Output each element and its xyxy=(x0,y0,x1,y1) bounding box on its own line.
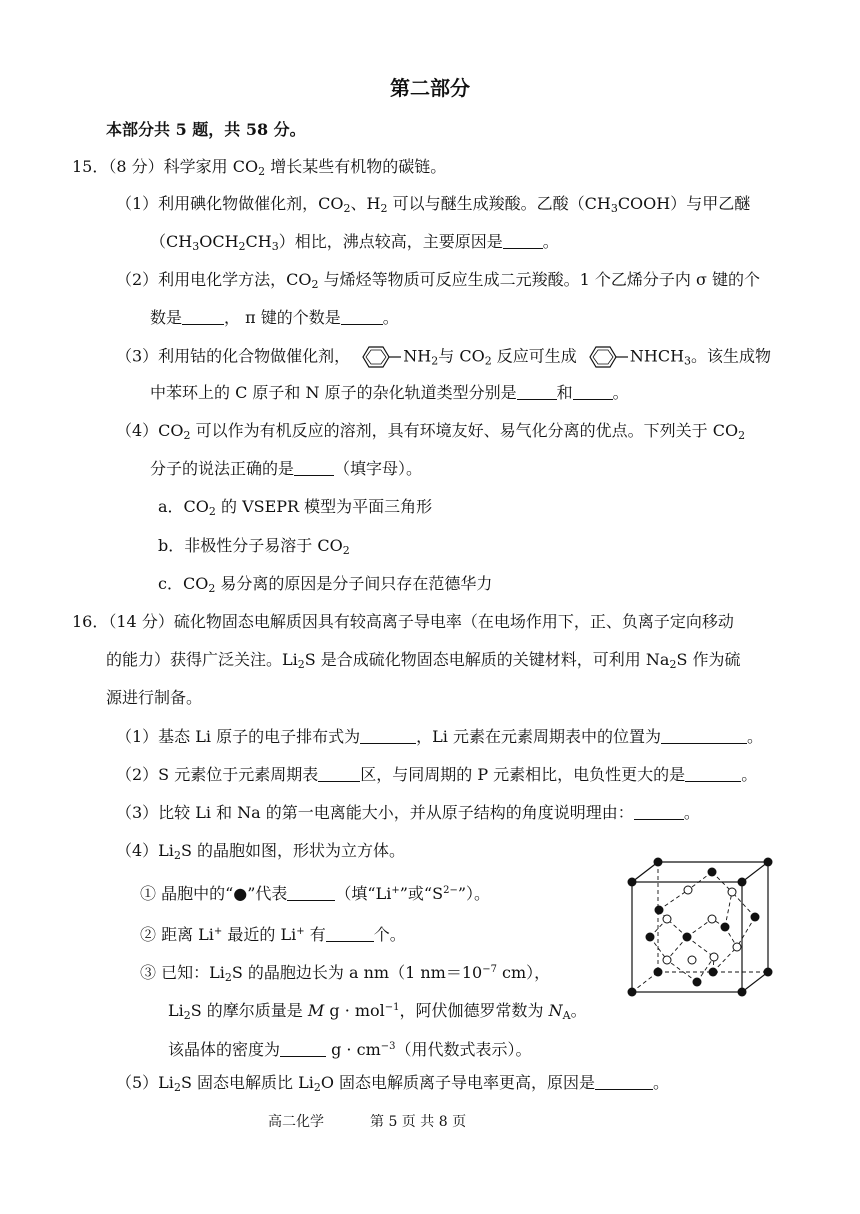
answer-blank xyxy=(685,767,741,782)
q15-part2-line1: （2）利用电化学方法，$CO_2$ 与烯烃等物质可反应生成二元羧酸。1 个乙烯分子内 σ 键的个 xyxy=(116,270,760,291)
answer-blank xyxy=(573,385,613,400)
answer-blank xyxy=(318,767,360,782)
answer-blank xyxy=(182,310,224,325)
q15-stem: 15．（8 分）科学家用 $CO_2$ 增长某些有机物的碳链。 xyxy=(72,157,447,178)
answer-blank xyxy=(326,927,374,942)
answer-blank xyxy=(360,729,416,744)
footer-subject: 高二化学 xyxy=(268,1114,324,1130)
answer-blank xyxy=(661,729,747,744)
q15-option-c: c．$CO_2$ 易分离的原因是分子间只存在范德华力 xyxy=(158,574,493,595)
q15-option-b: b．非极性分子易溶于 $CO_2$ xyxy=(158,536,350,557)
q15-part4-line1: $(4)CO_2$ 可以作为有机反应的溶剂，具有环境友好、易气化分离的优点。下列关于 $CO_2$ xyxy=(116,421,746,442)
answer-blank xyxy=(287,886,335,901)
q16-part5: $(5)Li_2S$ 固态电解质比 $Li_2O$ 固态电解质离子导电率更高，原因是 。 xyxy=(116,1073,670,1094)
q15-part3-line2: 中苯环上的 C 原子和 N 原子的杂化轨道类型分别是 和 。 xyxy=(150,383,629,402)
footer-page-number: 第 5 页 共 8 页 xyxy=(370,1114,467,1130)
answer-blank xyxy=(517,385,557,400)
section-title: 第二部分 xyxy=(390,76,470,100)
q15-part2-line2: 数是 ， π 键的个数是 。 xyxy=(150,308,399,327)
q16-part4-sub1: ① 晶胞中的“●”代表 （填“Li+”或“$S^{2-}$”）。 xyxy=(140,884,491,903)
q16-stem-line3: 源进行制备。 xyxy=(106,688,203,707)
benzene-ring-icon xyxy=(582,344,630,370)
q15-part1-line1: （1）利用碘化物做催化剂，$CO_2$、$H_2$ 可以与醚生成羧酸。乙酸$(CH_3COOH)$与甲乙醚 xyxy=(116,194,751,215)
hollow-atoms xyxy=(663,886,741,964)
li2s-unit-cell-diagram xyxy=(622,852,782,998)
answer-blank xyxy=(294,461,334,476)
q16-stem-line2: 的能力）获得广泛关注。$Li_2S$ 是合成硫化物固态电解质的关键材料，可利用 $Na_2S$ 作为硫 xyxy=(106,650,741,671)
q16-part4-sub2: ② 距离 Li+ 最近的 Li+ 有 个。 xyxy=(140,925,406,944)
q16-part2: （2）S 元素位于元素周期表 区，与同周期的 P 元素相比，电负性更大的是 。 xyxy=(116,765,758,784)
q16-part3: （3）比较 Li 和 Na 的第一电离能大小，并从原子结构的角度说明理由： 。 xyxy=(116,803,700,822)
answer-blank xyxy=(634,805,684,820)
q16-part4-sub3-line1: ③ 已知：$Li_2S$ 的晶胞边长为 a nm（1 $nm=10^{-7}$ cm）， xyxy=(140,963,551,984)
answer-blank xyxy=(595,1075,653,1090)
benzene-ring-icon xyxy=(355,344,403,370)
q16-part1: （1）基态 Li 原子的电子排布式为 ，Li 元素在元素周期表中的位置为 。 xyxy=(116,727,763,746)
q15-part1-line2: $(CH_3OCH_2CH_3)$相比，沸点较高，主要原因是 。 xyxy=(150,232,559,253)
q15-part4-line2: 分子的说法正确的是 （填字母）。 xyxy=(150,459,423,478)
q15-part3-line1: （3）利用钴的化合物做催化剂， $NH_2$与 $CO_2$ 反应可生成 $NHCH_3$。该生成物 xyxy=(116,344,771,370)
q16-part4-sub3-line2: $Li_2S$ 的摩尔质量是 M g · mol$^{-1}$，阿伏伽德罗常数为 $N_A$。 xyxy=(168,1001,587,1022)
q15-option-a: a．$CO_2$ 的 VSEPR 模型为平面三角形 xyxy=(158,497,433,518)
answer-blank xyxy=(341,310,383,325)
q16-stem-line1: 16．（14 分）硫化物固态电解质因具有较高离子导电率（在电场作用下，正、负离子定向移动 xyxy=(72,612,734,631)
section-intro: 本部分共 5 题，共 58 分。 xyxy=(106,120,306,139)
answer-blank xyxy=(503,234,543,249)
q16-part4: $(4)Li_2S$ 的晶胞如图，形状为立方体。 xyxy=(116,841,405,862)
filled-atoms xyxy=(628,858,773,997)
q16-part4-sub3-line3: 该晶体的密度为 $g \cdot cm^{-3}$（用代数式表示）。 xyxy=(168,1040,532,1059)
answer-blank xyxy=(280,1042,326,1057)
